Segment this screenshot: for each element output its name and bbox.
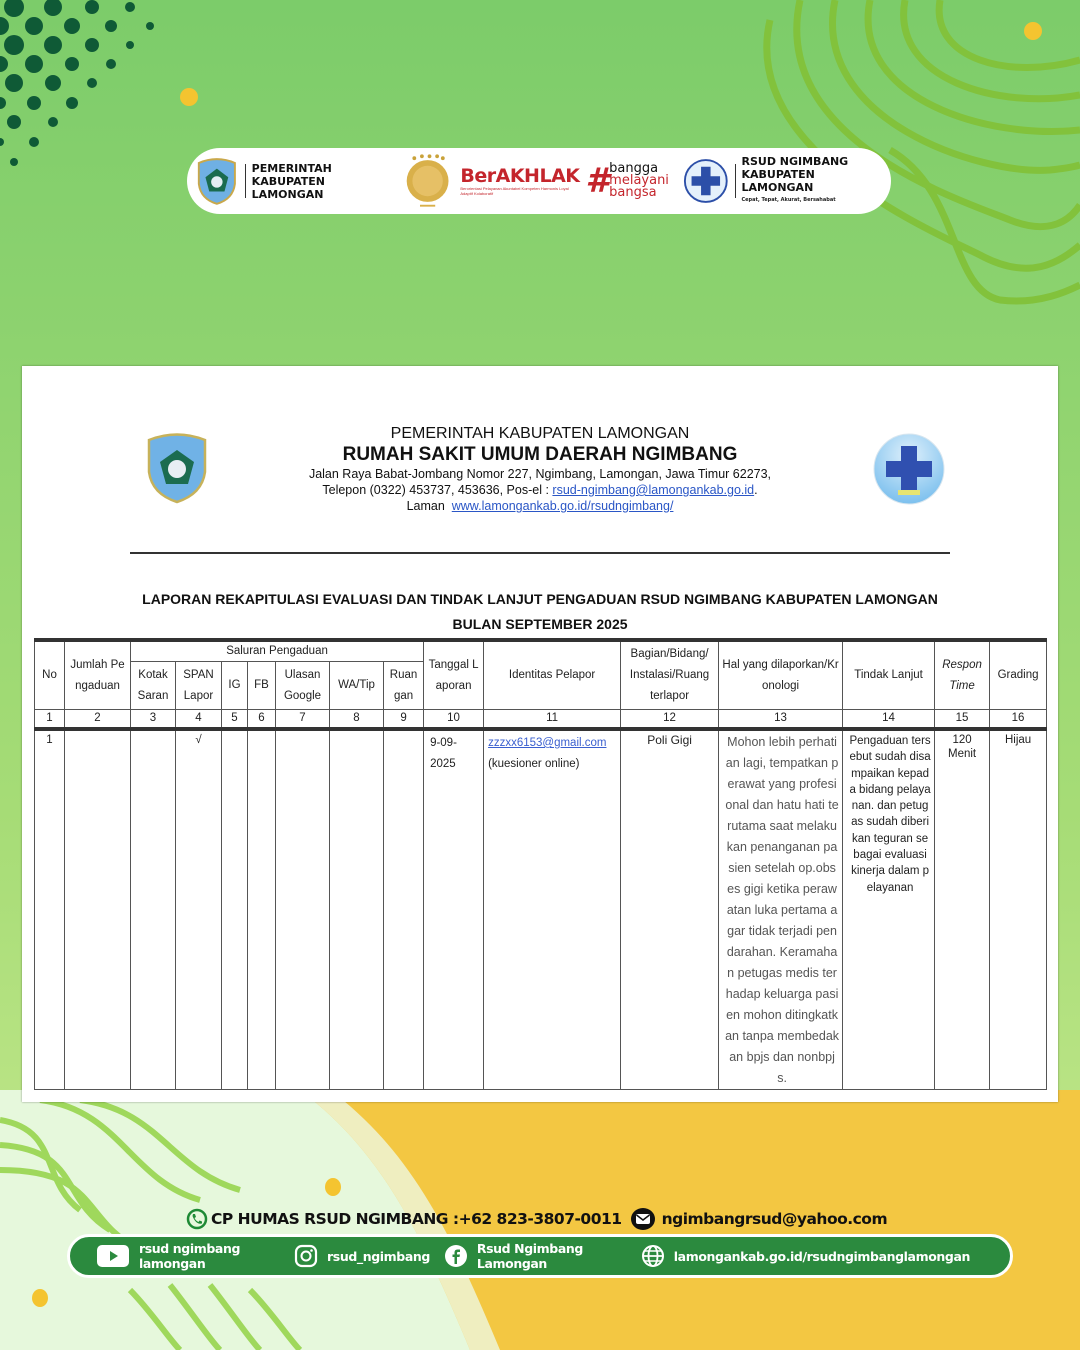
website-link[interactable] xyxy=(641,1244,970,1268)
col-number: 11 xyxy=(484,710,621,730)
facebook-label: Rsud Ngimbang Lamongan xyxy=(476,1241,583,1271)
berakhlak-logo xyxy=(460,166,579,196)
facebook-link[interactable] xyxy=(444,1241,627,1271)
cell-tindak: Pengaduan tersebut sudah disampaikan kepada bidang pelayanan. dan petugas sudah diberikan teguran sebagai evaluasi kinerja dalam pelayanan xyxy=(843,729,935,1090)
logo-banner xyxy=(187,148,891,214)
letterhead-address: Jalan Raya Babat-Jombang Nomor 227, Ngimbang, Lamongan, Jawa Timur 62273, xyxy=(308,467,772,481)
cell-bagian: Poli Gigi xyxy=(621,729,719,1090)
col-tanggal: Tanggal Laporan xyxy=(424,640,484,710)
letterhead-web xyxy=(22,498,1058,514)
cell-tanggal: 9-09-2025 xyxy=(424,729,484,1090)
table-row xyxy=(35,729,1047,1090)
col-number: 16 xyxy=(990,710,1047,730)
report-title xyxy=(22,587,1058,637)
hashtag-icon: # xyxy=(585,161,610,201)
berakhlak-text: BerAKHLAK xyxy=(460,165,580,187)
col-number: 4 xyxy=(176,710,222,730)
col-identitas: Identitas Pelapor xyxy=(484,640,621,710)
col-number: 13 xyxy=(719,710,843,730)
phone-text: Telepon (0322) 453737, 453636, Pos-el : xyxy=(322,483,549,497)
bangga-line2: melayani xyxy=(609,173,669,188)
report-subtitle: BULAN SEPTEMBER 2025 xyxy=(452,616,628,632)
col-respon: Respon Time xyxy=(935,640,990,710)
cell-ruangan xyxy=(384,729,424,1090)
rsud-line1: RSUD NGIMBANG xyxy=(741,155,849,168)
cell-no: 1 xyxy=(35,729,65,1090)
col-wa: WA/Tip xyxy=(330,662,384,710)
cell-ulasan xyxy=(276,729,330,1090)
gov-line1: PEMERINTAH xyxy=(251,161,332,175)
letterhead xyxy=(22,424,1058,514)
letterhead-email-link[interactable]: rsud-ngimbang@lamongankab.go.id xyxy=(552,483,755,497)
divider xyxy=(245,164,246,198)
col-number: 10 xyxy=(424,710,484,730)
col-number: 2 xyxy=(65,710,131,730)
bangga-line1: bangga xyxy=(609,161,659,176)
garuda-emblem-icon xyxy=(401,151,454,211)
berakhlak-subtext: Berorientasi Pelayanan Akuntabel Kompeten Harmonis Loyal Adaptif Kolaboratif xyxy=(460,186,569,196)
instagram-link[interactable] xyxy=(294,1244,430,1268)
col-number: 8 xyxy=(330,710,384,730)
bangga-line3: bangsa xyxy=(609,185,657,200)
letterhead-contact xyxy=(22,482,1058,498)
youtube-link[interactable] xyxy=(96,1241,280,1271)
letterhead-gov: PEMERINTAH KABUPATEN LAMONGAN xyxy=(390,425,690,442)
col-grading: Grading xyxy=(990,640,1047,710)
col-number: 1 xyxy=(35,710,65,730)
col-saluran: Saluran Pengaduan xyxy=(131,640,424,662)
col-ruangan: Ruangan xyxy=(384,662,424,710)
lamongan-emblem-icon xyxy=(195,156,239,206)
youtube-label: rsud ngimbang lamongan xyxy=(139,1241,240,1271)
letterhead-divider xyxy=(130,552,950,554)
complaint-table xyxy=(34,638,1047,1090)
letterhead-hospital: RUMAH SAKIT UMUM DAERAH NGIMBANG xyxy=(342,444,738,465)
col-bagian: Bagian/Bidang/ Instalasi/Ruang terlapor xyxy=(621,640,719,710)
col-number: 12 xyxy=(621,710,719,730)
contact-phone: CP HUMAS RSUD NGIMBANG :+62 823-3807-0011 xyxy=(211,1210,622,1228)
cell-hal: Mohon lebih perhatian lagi, tempatkan perawat yang profesional dan hatu hati terutama saat melakukan penanganan pasien setelah op.obses gigi ketika perawatan luka pertama agar tidak terjadi pendarahan. Keramahan petugas medis terhadap keluarga pasien mohon ditingkatkan tanpa membedakan bpjs dan nonbpjs. xyxy=(719,729,843,1090)
reporter-email-link[interactable]: zzzxx6153@gmail.com xyxy=(488,737,607,749)
bangga-melayani-logo xyxy=(586,163,669,199)
report-title-text: LAPORAN REKAPITULASI EVALUASI DAN TINDAK LANJUT PENGADUAN RSUD NGIMBANG KABUPATEN LAMONGAN xyxy=(142,591,938,607)
col-hal: Hal yang dilaporkan/Kronologi xyxy=(719,640,843,710)
col-tindak: Tindak Lanjut xyxy=(843,640,935,710)
globe-icon xyxy=(641,1244,665,1268)
email-icon xyxy=(630,1207,656,1231)
col-kotak: Kotak Saran xyxy=(131,662,176,710)
contact-line xyxy=(186,1206,887,1232)
col-no: No xyxy=(35,640,65,710)
gov-line2: KABUPATEN LAMONGAN xyxy=(251,174,325,201)
cell-wa xyxy=(330,729,384,1090)
youtube-icon xyxy=(96,1244,130,1268)
col-number: 3 xyxy=(131,710,176,730)
col-jumlah: Jumlah Pengaduan xyxy=(65,640,131,710)
rsud-logo-icon xyxy=(683,157,729,205)
cell-identitas xyxy=(484,729,621,1090)
divider xyxy=(735,164,736,198)
email-suffix: . xyxy=(754,483,758,497)
col-fb: FB xyxy=(248,662,276,710)
cell-fb xyxy=(248,729,276,1090)
col-ulasan: Ulasan Google xyxy=(276,662,330,710)
col-number: 7 xyxy=(276,710,330,730)
cell-ig xyxy=(222,729,248,1090)
rsud-tagline: Cepat, Tepat, Akurat, Bersahabat xyxy=(741,197,836,203)
social-media-bar xyxy=(67,1234,1013,1278)
cell-jumlah xyxy=(65,729,131,1090)
instagram-label: rsud_ngimbang xyxy=(327,1248,430,1264)
letterhead-web-link[interactable]: www.lamongankab.go.id/rsudngimbang/ xyxy=(451,499,674,513)
phone-icon xyxy=(186,1208,208,1230)
contact-email[interactable]: ngimbangrsud@yahoo.com xyxy=(661,1210,888,1228)
col-ig: IG xyxy=(222,662,248,710)
col-number: 6 xyxy=(248,710,276,730)
cell-kotak xyxy=(131,729,176,1090)
col-number: 9 xyxy=(384,710,424,730)
website-label: lamongankab.go.id/rsudngimbanglamongan xyxy=(673,1248,970,1264)
instagram-icon xyxy=(294,1244,318,1268)
col-number: 5 xyxy=(222,710,248,730)
cell-respon: 120 Menit xyxy=(935,729,990,1090)
gov-label xyxy=(252,162,394,201)
rsud-line2: KABUPATEN LAMONGAN xyxy=(741,168,815,194)
web-prefix: Laman xyxy=(406,499,445,513)
cell-grading: Hijau xyxy=(990,729,1047,1090)
col-number: 14 xyxy=(843,710,935,730)
col-span: SPAN Lapor xyxy=(176,662,222,710)
col-number: 15 xyxy=(935,710,990,730)
table-header-row xyxy=(35,640,1047,662)
report-document xyxy=(22,366,1058,1102)
cell-span-check: √ xyxy=(176,729,222,1090)
column-number-row xyxy=(35,710,1047,730)
rsud-label xyxy=(742,155,884,207)
facebook-icon xyxy=(444,1244,468,1268)
reporter-note: (kuesioner online) xyxy=(488,758,580,770)
